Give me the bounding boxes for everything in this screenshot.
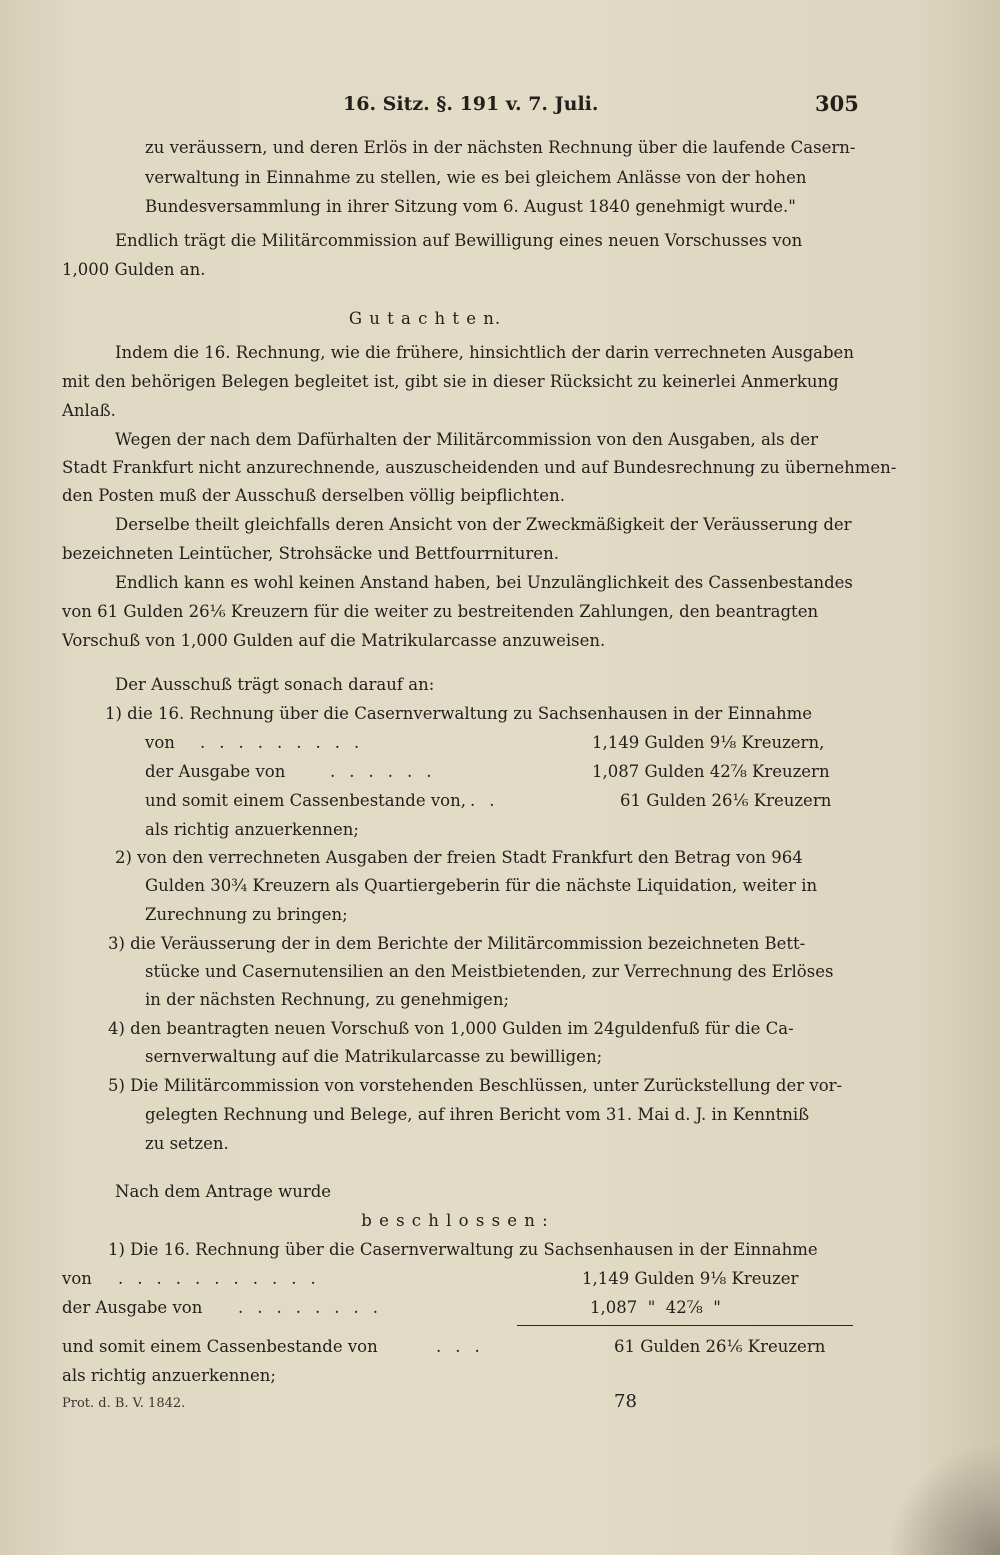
leader-dots: .. <box>470 791 509 810</box>
list-item: als richtig anzuerkennen; <box>62 1366 276 1385</box>
text-line: Derselbe theilt gleichfalls deren Ansicht von der Zweckmäßigkeit der Veräusserung der <box>115 515 852 534</box>
list-item: stücke und Casernutensilien an den Meistbietenden, zur Verrechnung des Erlöses <box>145 962 834 981</box>
ledger-amount: 1,149 Gulden 9⅛ Kreuzer <box>582 1269 799 1288</box>
text-line: von 61 Gulden 26⅙ Kreuzern für die weiter zu bestreitenden Zahlungen, den beantragten <box>62 602 819 621</box>
ledger-label: und somit einem Cassenbestande von <box>62 1337 378 1356</box>
text-line: 1,000 Gulden an. <box>62 260 206 279</box>
text-line: zu veräussern, und deren Erlös in der nächsten Rechnung über die laufende Casern- <box>145 138 856 157</box>
footer-signature: Prot. d. B. V. 1842. <box>62 1396 186 1411</box>
sum-rule <box>517 1325 853 1326</box>
leader-dots: ...... <box>330 762 446 781</box>
list-item: in der nächsten Rechnung, zu genehmigen; <box>145 990 510 1009</box>
list-item: gelegten Rechnung und Belege, auf ihren Bericht vom 31. Mai d. J. in Kenntniß <box>145 1105 810 1124</box>
text-line: Wegen der nach dem Dafürhalten der Militärcommission von den Ausgaben, als der <box>115 430 819 449</box>
list-item: Zurechnung zu bringen; <box>145 905 348 924</box>
list-item: 5) Die Militärcommission von vorstehenden Beschlüssen, unter Zurückstellung der vor- <box>108 1076 843 1095</box>
text-line: Bundesversammlung in ihrer Sitzung vom 6. August 1840 genehmigt wurde." <box>145 197 796 216</box>
leader-dots: ........ <box>238 1298 392 1317</box>
list-item: 1) Die 16. Rechnung über die Casernverwaltung zu Sachsenhausen in der Einnahme <box>108 1240 818 1259</box>
ledger-amount: 61 Gulden 26⅙ Kreuzern <box>614 1337 826 1356</box>
text-line: Endlich trägt die Militärcommission auf Bewilligung eines neuen Vorschusses von <box>115 231 803 250</box>
list-item: sernverwaltung auf die Matrikularcasse zu bewilligen; <box>145 1047 603 1066</box>
sheet-number: 78 <box>614 1391 637 1412</box>
running-title: 16. Sitz. §. 191 v. 7. Juli. <box>343 93 599 115</box>
leader-dots: ......... <box>200 733 374 752</box>
list-item: zu setzen. <box>145 1134 229 1153</box>
ledger-amount: 1,087 Gulden 42⅞ Kreuzern <box>592 762 830 781</box>
ledger-label: und somit einem Cassenbestande von, <box>145 791 466 810</box>
ledger-label: der Ausgabe von <box>62 1298 203 1317</box>
text-line: Der Ausschuß trägt sonach darauf an: <box>115 675 435 694</box>
list-item: 3) die Veräusserung der in dem Berichte der Militärcommission bezeichneten Bett- <box>108 934 806 953</box>
section-heading: G u t a c h t e n. <box>348 309 502 328</box>
list-item: 4) den beantragten neuen Vorschuß von 1,000 Gulden im 24guldenfuß für die Ca- <box>108 1019 794 1038</box>
text-line: Nach dem Antrage wurde <box>115 1182 332 1201</box>
text-line: verwaltung in Einnahme zu stellen, wie es bei gleichem Anlässe von der hohen <box>145 168 807 187</box>
text-line: Vorschuß von 1,000 Gulden auf die Matrikularcasse anzuweisen. <box>62 631 606 650</box>
ledger-label: von <box>145 733 175 752</box>
list-item: 1) die 16. Rechnung über die Casernverwaltung zu Sachsenhausen in der Einnahme <box>105 704 812 723</box>
text-line: mit den behörigen Belegen begleitet ist, gibt sie in dieser Rücksicht zu keinerlei Anmerkung <box>62 372 839 391</box>
text-line: Endlich kann es wohl keinen Anstand haben, bei Unzulänglichkeit des Cassenbestandes <box>115 573 853 592</box>
ledger-amount: 61 Gulden 26⅙ Kreuzern <box>620 791 832 810</box>
page-stain <box>890 1445 1000 1555</box>
page-number: 305 <box>815 91 859 116</box>
ledger-label: von <box>62 1269 92 1288</box>
list-item: Gulden 30¾ Kreuzern als Quartiergeberin für die nächste Liquidation, weiter in <box>145 876 818 895</box>
text-line: Stadt Frankfurt nicht anzurechnende, auszuscheidenden und auf Bundesrechnung zu übernehmen- <box>62 458 897 477</box>
ledger-label: der Ausgabe von <box>145 762 286 781</box>
ledger-amount: 1,087 " 42⅞ " <box>590 1298 721 1317</box>
list-item: als richtig anzuerkennen; <box>145 820 359 839</box>
section-heading: b e s c h l o s s e n : <box>361 1211 549 1230</box>
leader-dots: ........... <box>118 1269 330 1288</box>
list-item: 2) von den verrechneten Ausgaben der freien Stadt Frankfurt den Betrag von 964 <box>115 848 803 867</box>
leader-dots: ... <box>436 1337 494 1356</box>
text-line: Anlaß. <box>62 401 116 420</box>
ledger-amount: 1,149 Gulden 9⅛ Kreuzern, <box>592 733 825 752</box>
text-line: Indem die 16. Rechnung, wie die frühere, hinsichtlich der darin verrechneten Ausgaben <box>115 343 854 362</box>
text-line: den Posten muß der Ausschuß derselben völlig beipflichten. <box>62 486 565 505</box>
text-line: bezeichneten Leintücher, Strohsäcke und Bettfourrnituren. <box>62 544 559 563</box>
